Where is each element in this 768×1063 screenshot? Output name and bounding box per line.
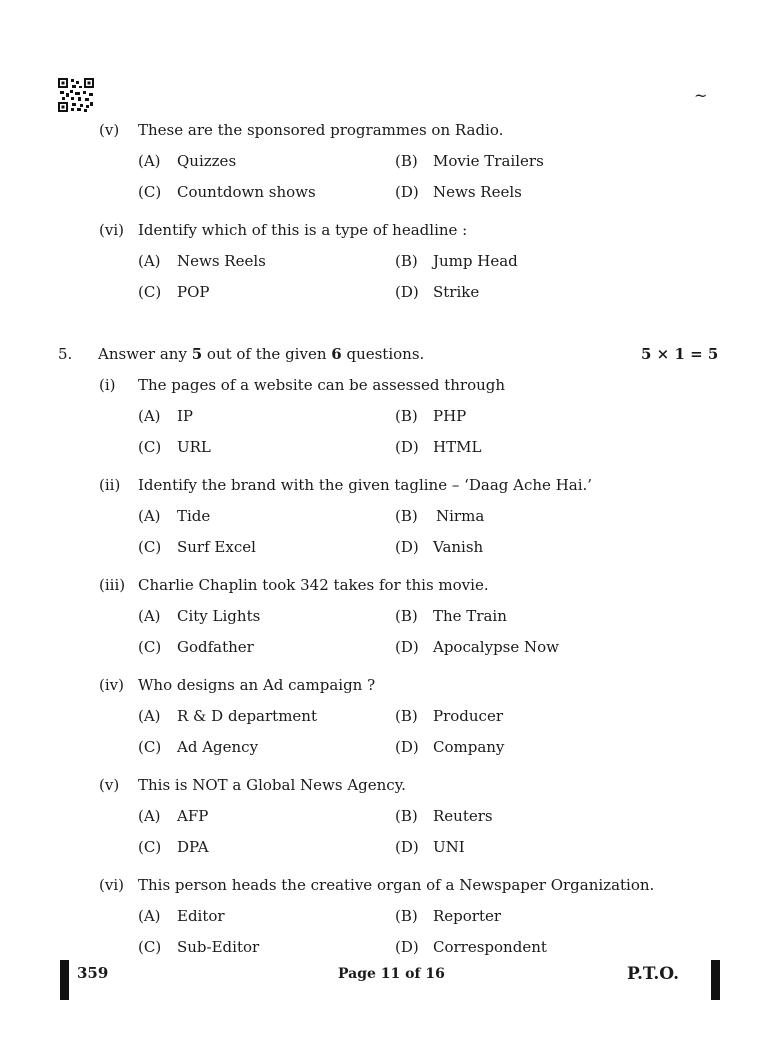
option-label: (D): [395, 838, 419, 856]
option-text: Reporter: [433, 907, 502, 925]
option-text: Ad Agency: [177, 738, 259, 756]
option-text: Reuters: [433, 807, 493, 825]
option-text: Nirma: [436, 507, 485, 525]
option-text: Tide: [177, 507, 211, 525]
option-label: (B): [395, 407, 418, 425]
question-number: (v): [99, 121, 120, 139]
option-label: (C): [138, 438, 162, 456]
option-label: (A): [138, 807, 161, 825]
section-instruction: Answer any 5 out of the given 6 questions.: [98, 345, 425, 363]
question-text: Who designs an Ad campaign ?: [138, 676, 376, 694]
option-label: (B): [395, 507, 418, 525]
question-text: Charlie Chaplin took 342 takes for this movie.: [138, 576, 489, 594]
option-label: (D): [395, 183, 419, 201]
marks-scheme: 5 × 1 = 5: [641, 345, 719, 363]
option-label: (D): [395, 438, 419, 456]
option-label: (D): [395, 283, 419, 301]
option-label: (A): [138, 607, 161, 625]
option-text: City Lights: [177, 607, 261, 625]
option-label: (A): [138, 152, 161, 170]
page-number: Page 11 of 16: [338, 966, 445, 982]
option-text: Company: [433, 738, 505, 756]
option-text: Strike: [433, 283, 480, 301]
option-label: (A): [138, 707, 161, 725]
option-text: Countdown shows: [177, 183, 316, 201]
option-text: PHP: [433, 407, 467, 425]
question-number: (iv): [99, 676, 124, 694]
option-label: (D): [395, 938, 419, 956]
question-text: Identify which of this is a type of headline :: [138, 221, 468, 239]
option-text: IP: [177, 407, 194, 425]
option-text: Quizzes: [177, 152, 237, 170]
option-text: POP: [177, 283, 210, 301]
question-number: (ii): [99, 476, 121, 494]
option-text: Surf Excel: [177, 538, 256, 556]
option-label: (C): [138, 938, 162, 956]
question-text: The pages of a website can be assessed through: [138, 376, 506, 394]
footer-right-bar: [711, 960, 720, 1000]
option-label: (B): [395, 607, 418, 625]
option-text: Apocalypse Now: [433, 638, 560, 656]
option-label: (B): [395, 152, 418, 170]
footer-left-bar: [60, 960, 69, 1000]
option-text: R & D department: [177, 707, 317, 725]
question-number: (vi): [99, 221, 124, 239]
question-number: (i): [99, 376, 116, 394]
option-label: (D): [395, 638, 419, 656]
option-text: Jump Head: [433, 252, 518, 270]
option-text: News Reels: [433, 183, 522, 201]
option-label: (C): [138, 183, 162, 201]
option-label: (C): [138, 538, 162, 556]
option-label: (C): [138, 838, 162, 856]
paper-code: 359: [77, 964, 109, 982]
option-text: The Train: [433, 607, 507, 625]
corner-mark: ~: [694, 86, 708, 105]
question-number: (iii): [99, 576, 126, 594]
option-text: Editor: [177, 907, 225, 925]
option-label: (D): [395, 738, 419, 756]
option-text: Correspondent: [433, 938, 547, 956]
option-text: UNI: [433, 838, 465, 856]
option-label: (A): [138, 507, 161, 525]
option-text: AFP: [177, 807, 209, 825]
option-label: (A): [138, 252, 161, 270]
question-number: (v): [99, 776, 120, 794]
option-label: (B): [395, 707, 418, 725]
option-text: DPA: [177, 838, 209, 856]
question-text: This person heads the creative organ of a Newspaper Organization.: [138, 876, 655, 894]
question-text: These are the sponsored programmes on Radio.: [138, 121, 504, 139]
count-answer: 5: [191, 345, 203, 363]
option-label: (C): [138, 638, 162, 656]
option-label: (D): [395, 538, 419, 556]
option-text: Vanish: [433, 538, 484, 556]
option-text: News Reels: [177, 252, 266, 270]
option-label: (C): [138, 738, 162, 756]
option-text: Producer: [433, 707, 504, 725]
option-label: (A): [138, 907, 161, 925]
question-text: Identify the brand with the given tagline – ‘Daag Ache Hai.’: [138, 476, 593, 494]
option-label: (B): [395, 807, 418, 825]
option-label: (A): [138, 407, 161, 425]
option-label: (B): [395, 907, 418, 925]
option-text: HTML: [433, 438, 482, 456]
option-label: (C): [138, 283, 162, 301]
option-label: (B): [395, 252, 418, 270]
count-total: 6: [331, 345, 342, 363]
question-text: This is NOT a Global News Agency.: [138, 776, 406, 794]
option-text: URL: [177, 438, 211, 456]
question-number: (vi): [99, 876, 124, 894]
option-text: Movie Trailers: [433, 152, 544, 170]
option-text: Sub-Editor: [177, 938, 260, 956]
qr-code-icon: [58, 78, 94, 112]
option-text: Godfather: [177, 638, 254, 656]
pto-label: P.T.O.: [627, 964, 679, 984]
section-number: 5.: [58, 345, 73, 363]
